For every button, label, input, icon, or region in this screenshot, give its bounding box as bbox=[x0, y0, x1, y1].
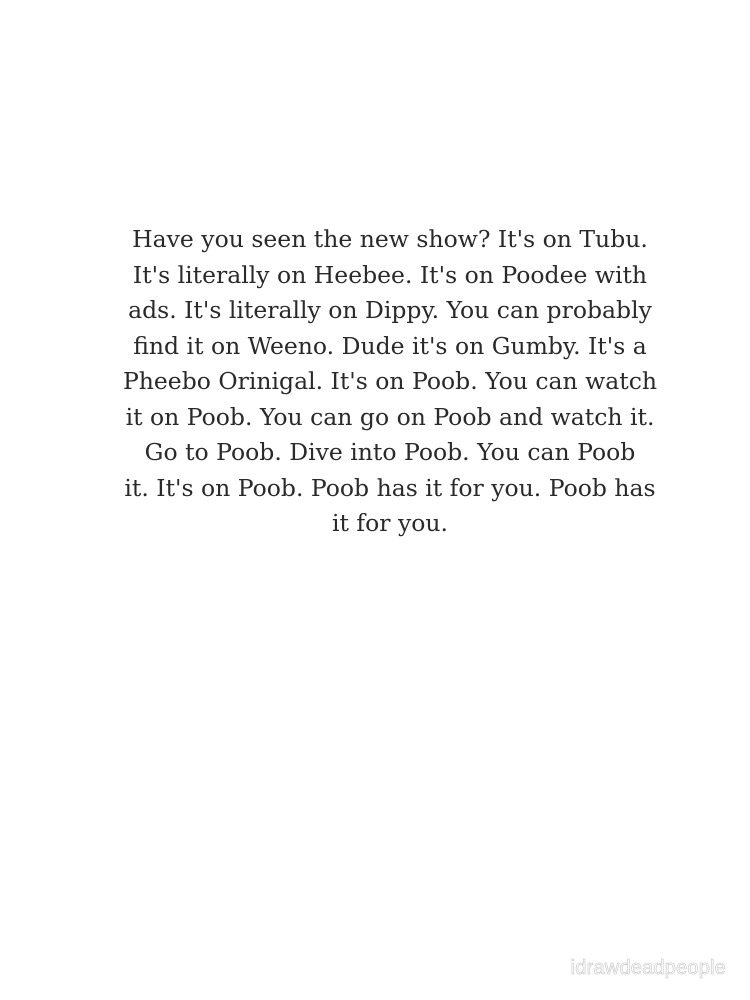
artist-watermark: idrawdeadpeople bbox=[570, 957, 726, 979]
text-line-7: Go to Poob. Dive into Poob. You can Poob bbox=[144, 438, 636, 466]
text-line-1: Have you seen the new show? It's on Tubu. bbox=[132, 225, 648, 253]
text-line-2: It's literally on Heebee. It's on Poodee with bbox=[132, 260, 648, 289]
quote-text-block bbox=[90, 222, 690, 542]
text-line-6: it on Poob. You can go on Poob and watch it. bbox=[125, 402, 655, 431]
text-line-4: find it on Weeno. Dude it's on Gumby. It's a bbox=[133, 331, 647, 360]
text-line-5: Pheebo Orinigal. It's on Poob. You can watch bbox=[122, 367, 658, 395]
text-line-9: it for you. bbox=[331, 509, 448, 537]
text-line-3: ads. It's literally on Dippy. You can probably bbox=[128, 296, 652, 324]
text-line-8: it. It's on Poob. Poob has it for you. Poob has bbox=[124, 473, 656, 502]
